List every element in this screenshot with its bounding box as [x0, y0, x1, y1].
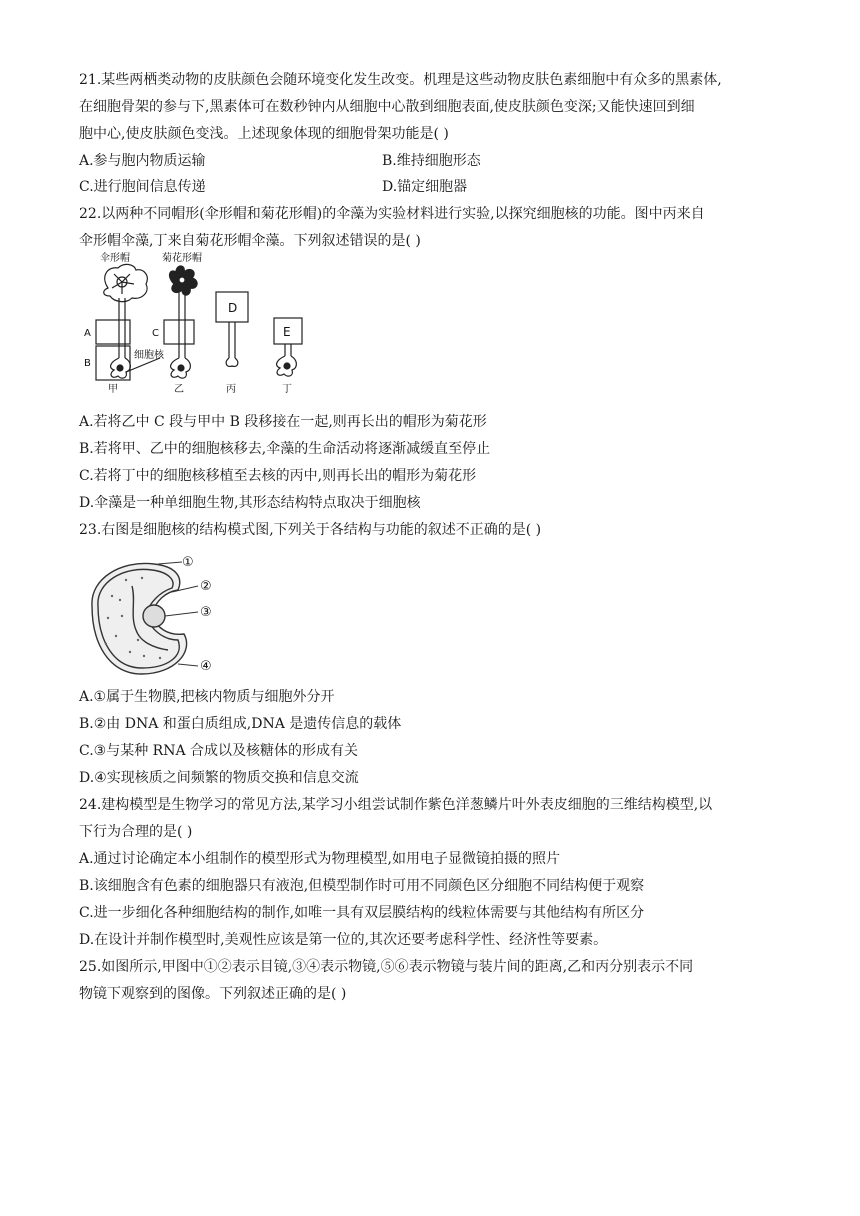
q24-option-d: D.在设计并制作模型时,美观性应该是第一位的,其次还要考虑科学性、经济性等要素。	[79, 932, 608, 948]
nucleus-figure	[82, 556, 232, 680]
marker-4: ④	[200, 659, 212, 674]
label-yi: 乙	[174, 384, 184, 395]
label-b: B	[84, 358, 91, 369]
q24-stem-line1: 24.建构模型是生物学习的常见方法,某学习小组尝试制作紫色洋葱鳞片叶外表皮细胞的三维结构模型,以	[79, 797, 713, 813]
q21-option-d: D.锚定细胞器	[382, 179, 468, 195]
q22-option-b: B.若将甲、乙中的细胞核移去,伞藻的生命活动将逐渐减缓直至停止	[79, 441, 491, 457]
q23-option-d: D.④实现核质之间频繁的物质交换和信息交流	[79, 770, 359, 786]
q21-option-a: A.参与胞内物质运输	[79, 153, 206, 169]
label-a: A	[84, 328, 91, 339]
q22-stem-line2: 伞形帽伞藻,丁来自菊花形帽伞藻。下列叙述错误的是( )	[79, 233, 421, 249]
label-umbrella-cap: 伞形帽	[100, 253, 130, 264]
marker-2: ②	[200, 579, 212, 594]
q23-option-a: A.①属于生物膜,把核内物质与细胞外分开	[79, 689, 335, 705]
q22-option-d: D.伞藻是一种单细胞生物,其形态结构特点取决于细胞核	[79, 495, 421, 511]
q24-option-a: A.通过讨论确定本小组制作的模型形式为物理模型,如用电子显微镜拍摄的照片	[79, 851, 561, 867]
label-nucleus: 细胞核	[134, 350, 164, 361]
q24-option-c: C.进一步细化各种细胞结构的制作,如唯一具有双层膜结构的线粒体需要与其他结构有所区分	[79, 905, 645, 921]
q21-option-c: C.进行胞间信息传递	[79, 179, 206, 195]
label-bing: 丙	[226, 384, 236, 395]
q22-option-a: A.若将乙中 C 段与甲中 B 段移接在一起,则再长出的帽形为菊花形	[79, 414, 487, 430]
q21-option-b: B.维持细胞形态	[382, 153, 481, 169]
q21-stem-line2: 在细胞骨架的参与下,黑素体可在数秒钟内从细胞中心散到细胞表面,使皮肤颜色变深;又能快速回到细	[79, 99, 695, 115]
q21-stem-line1: 21.某些两栖类动物的皮肤颜色会随环境变化发生改变。机理是这些动物皮肤色素细胞中有众多的黑素体,	[79, 72, 722, 88]
q23-option-c: C.③与某种 RNA 合成以及核糖体的形成有关	[79, 743, 359, 759]
label-e: E	[283, 325, 291, 339]
label-jia: 甲	[108, 384, 118, 395]
marker-1: ①	[182, 555, 194, 570]
label-chrysanthemum-cap: 菊花形帽	[162, 253, 202, 264]
marker-3: ③	[200, 605, 212, 620]
acetabularia-figure	[78, 253, 318, 395]
q22-stem-line1: 22.以两种不同帽形(伞形帽和菊花形帽)的伞藻为实验材料进行实验,以探究细胞核的功能。图中丙来自	[79, 206, 705, 222]
q23-stem-line1: 23.右图是细胞核的结构模式图,下列关于各结构与功能的叙述不正确的是( )	[79, 522, 542, 538]
q25-stem-line2: 物镜下观察到的图像。下列叙述正确的是( )	[79, 986, 347, 1002]
q24-option-b: B.该细胞含有色素的细胞器只有液泡,但模型制作时可用不同颜色区分细胞不同结构便于观察	[79, 878, 645, 894]
q22-option-c: C.若将丁中的细胞核移植至去核的丙中,则再长出的帽形为菊花形	[79, 468, 477, 484]
label-ding: 丁	[282, 384, 292, 395]
label-c: C	[152, 328, 159, 339]
q21-stem-line3: 胞中心,使皮肤颜色变浅。上述现象体现的细胞骨架功能是( )	[79, 126, 449, 142]
label-d: D	[228, 301, 238, 315]
q23-option-b: B.②由 DNA 和蛋白质组成,DNA 是遗传信息的载体	[79, 716, 402, 732]
q25-stem-line1: 25.如图所示,甲图中①②表示目镜,③④表示物镜,⑤⑥表示物镜与装片间的距离,乙和丙分别表示不同	[79, 959, 694, 975]
q24-stem-line2: 下行为合理的是( )	[79, 824, 193, 840]
